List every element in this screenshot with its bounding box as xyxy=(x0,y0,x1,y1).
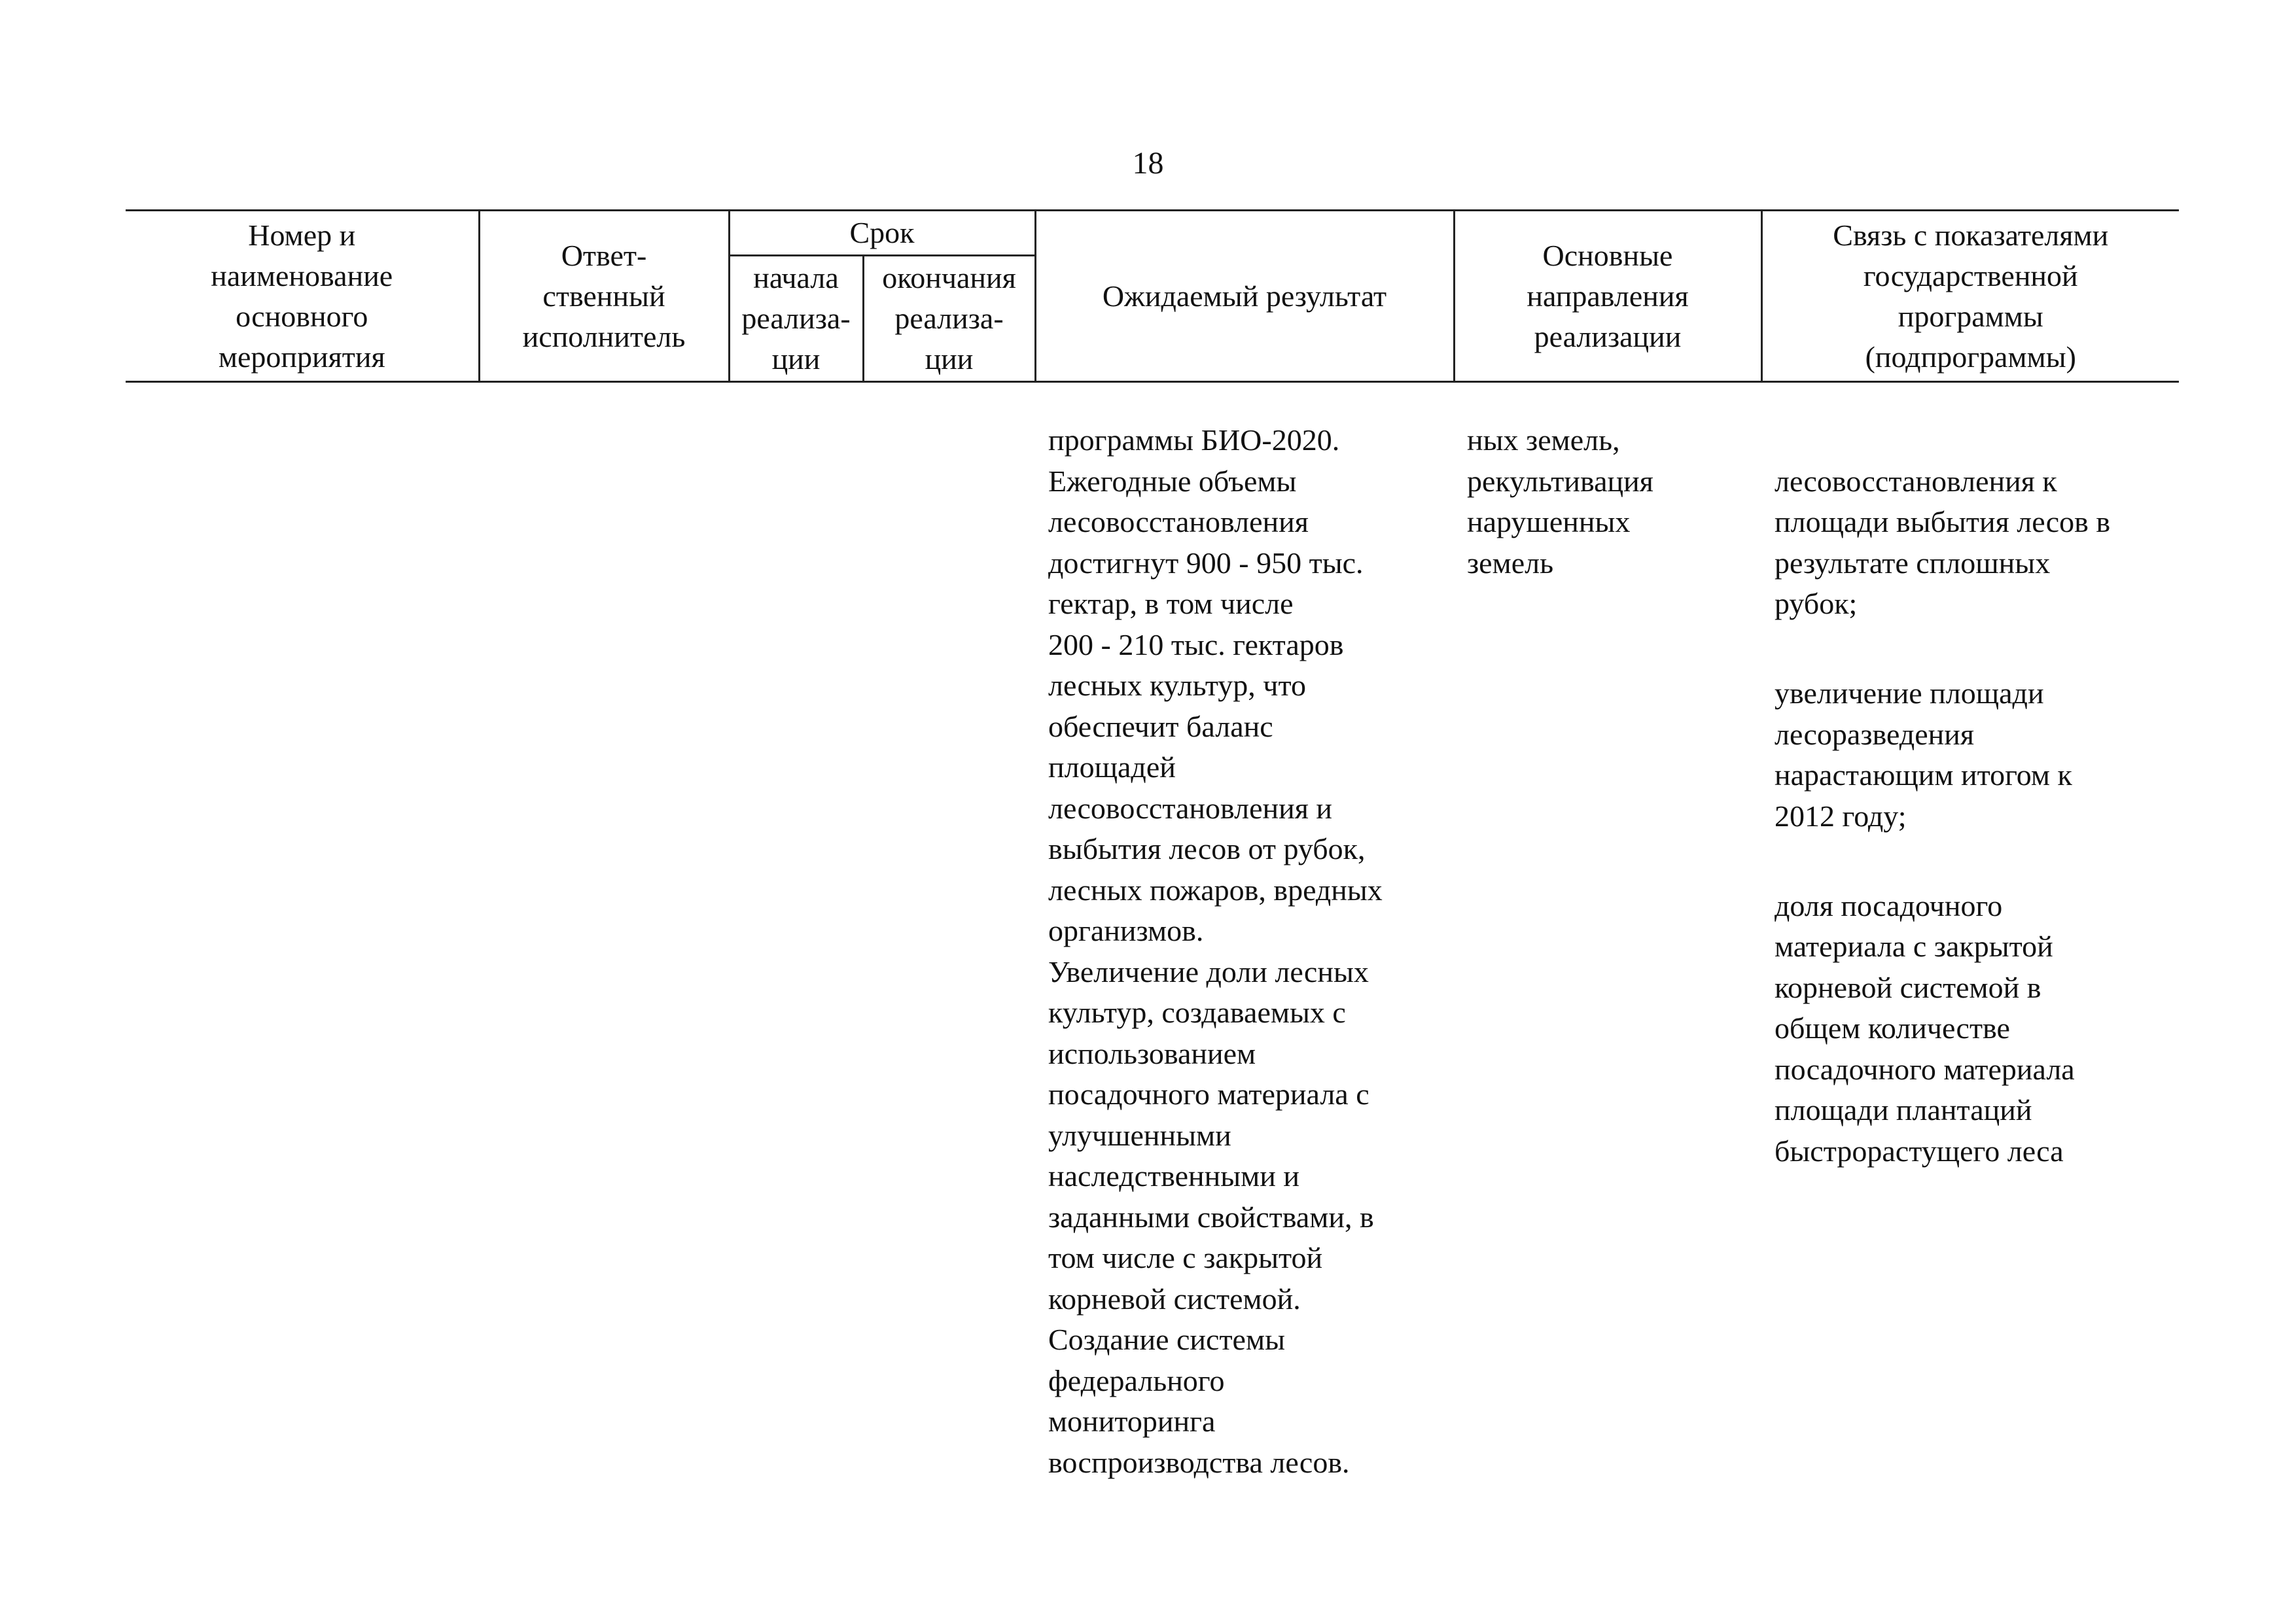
header-indicators-link: Связь с показателями государственной программы (подпрограммы) xyxy=(1761,211,2179,382)
header-responsible: Ответ- ственный исполнитель xyxy=(479,211,729,382)
header-term-end: окончания реализа- ции xyxy=(863,256,1035,382)
indicator-item: доля посадочного материала с закрытой корневой системой в общем количестве посадочного материала площади плантаций быстрорастущего леса xyxy=(1775,888,2075,1168)
header-term-start: начала реализа- ции xyxy=(729,256,863,382)
header-main-directions: Основные направления реализации xyxy=(1454,211,1761,382)
table-header xyxy=(126,209,2179,383)
indicators-cell xyxy=(1775,420,2193,1221)
indicator-item: лесовосстановления к площади выбытия лесов в результате сплошных рубок; xyxy=(1775,464,2111,620)
expected-result-cell: программы БИО-2020. Ежегодные объемы лесовосстановления достигнут 900 - 950 тыс. гектар, в том числе 200 - 210 тыс. гектаров лесных культур, что обеспечит баланс площадей лесовосстановления и выбытия лесов от рубок, лесных пожаров, вредных организмов. Увеличение доли лесных культур, создаваемых с использованием посадочного материала с улучшенными наследственными и заданными свойствами, в том числе с закрытой корневой системой. Создание системы федерального мониторинга воспроизводства лесов. xyxy=(1048,423,1383,1479)
indicator-item: увеличение площади лесоразведения нарастающим итогом к 2012 году; xyxy=(1775,676,2072,833)
page-number: 18 xyxy=(1132,146,1164,181)
main-directions-cell: ных земель, рекультивация нарушенных земель xyxy=(1467,423,1653,580)
header-event-name: Номер и наименование основного мероприятия xyxy=(126,211,479,382)
header-term: Срок xyxy=(729,211,1035,256)
header-expected-result: Ожидаемый результат xyxy=(1035,211,1454,382)
